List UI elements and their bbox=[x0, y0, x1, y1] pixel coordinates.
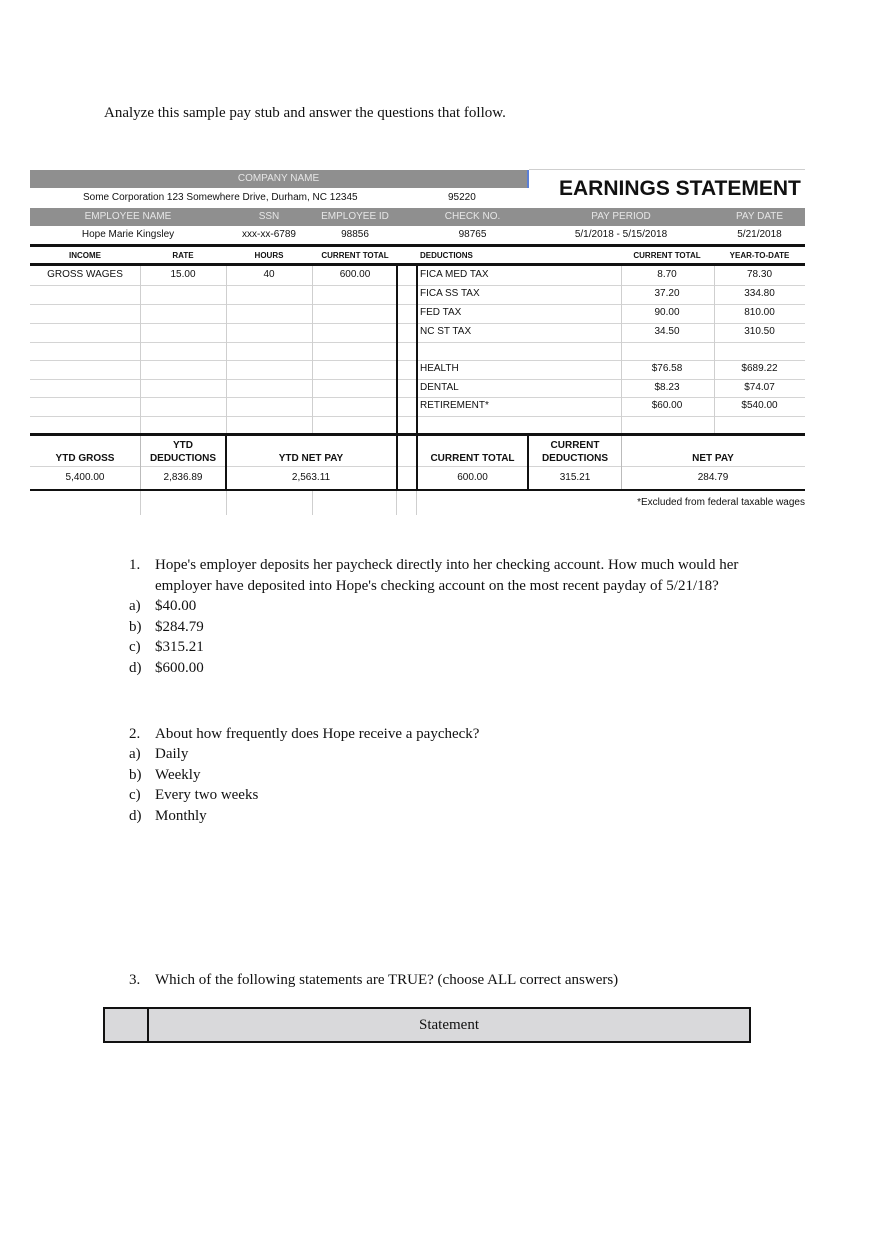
divider bbox=[416, 491, 417, 515]
deduction-ytd: 78.30 bbox=[746, 269, 773, 280]
ytd-net-pay-value: 2,563.11 bbox=[291, 472, 331, 483]
divider bbox=[529, 169, 805, 170]
ytd-gross-value: 5,400.00 bbox=[65, 472, 105, 483]
deduction-name: FED TAX bbox=[420, 307, 462, 318]
deduction-ytd: $540.00 bbox=[741, 400, 778, 411]
income-current-total-header: CURRENT TOTAL bbox=[321, 251, 389, 260]
year-to-date-header: YEAR-TO-DATE bbox=[729, 251, 790, 260]
deduction-current: 37.20 bbox=[654, 288, 680, 299]
employee-header-check: CHECK NO. bbox=[444, 211, 501, 222]
selection-edge bbox=[527, 170, 529, 188]
gross-wages-label: GROSS WAGES bbox=[47, 269, 123, 280]
pay-stub bbox=[30, 168, 805, 518]
divider bbox=[226, 491, 227, 515]
pay-date: 5/21/2018 bbox=[737, 229, 782, 240]
company-code: 95220 bbox=[448, 192, 476, 203]
ytd-net-pay-header: YTD NET PAY bbox=[278, 453, 344, 464]
deduction-name: FICA SS TAX bbox=[420, 288, 480, 299]
deduction-name: DENTAL bbox=[420, 382, 459, 393]
answer-option[interactable]: a) Daily bbox=[129, 746, 189, 762]
question-number: 3. bbox=[129, 972, 141, 988]
rate-value: 15.00 bbox=[170, 269, 196, 280]
statement-table bbox=[103, 1007, 751, 1043]
divider bbox=[396, 491, 397, 515]
deductions-header: DEDUCTIONS bbox=[420, 251, 473, 260]
intro-text: Analyze this sample pay stub and answer the questions that follow. bbox=[104, 105, 506, 121]
company-name-header: COMPANY NAME bbox=[30, 170, 527, 188]
deduction-name: RETIREMENT* bbox=[420, 400, 489, 411]
answer-option[interactable]: b) $284.79 bbox=[129, 618, 204, 635]
company-address: Some Corporation 123 Somewhere Drive, Durham, NC 12345 bbox=[83, 192, 358, 203]
current-total-header: CURRENT TOTAL bbox=[430, 453, 515, 464]
net-pay-header: NET PAY bbox=[692, 453, 734, 464]
question-text-line: employer have deposited into Hope's checking account on the most recent payday of 5/21/18? bbox=[155, 577, 719, 594]
net-pay-value: 284.79 bbox=[697, 472, 729, 483]
employee-header-paydate: PAY DATE bbox=[735, 211, 784, 222]
answer-option[interactable]: b) Weekly bbox=[129, 766, 201, 783]
question-2-options bbox=[129, 744, 258, 826]
answer-option[interactable]: d) $600.00 bbox=[129, 659, 204, 676]
deduction-ytd: 810.00 bbox=[744, 307, 775, 318]
divider bbox=[30, 244, 805, 247]
divider bbox=[312, 491, 313, 515]
answer-option[interactable]: a) $40.00 bbox=[129, 598, 197, 614]
deduction-ytd: $689.22 bbox=[741, 363, 778, 374]
rate-header: RATE bbox=[172, 251, 194, 260]
current-total-value: 600.00 bbox=[457, 472, 488, 483]
ytd-deductions-value: 2,836.89 bbox=[163, 472, 203, 483]
question-1-options bbox=[129, 596, 204, 678]
deduction-ytd: $74.07 bbox=[744, 382, 775, 393]
divider bbox=[30, 489, 805, 491]
employee-header-ssn: SSN bbox=[258, 211, 280, 222]
answer-option[interactable]: c) $315.21 bbox=[129, 639, 204, 655]
divider bbox=[226, 266, 227, 433]
deduction-current: 90.00 bbox=[654, 307, 680, 318]
deduction-current: 8.70 bbox=[657, 269, 677, 280]
footnote: *Excluded from federal taxable wages bbox=[637, 497, 805, 508]
deduction-current: $76.58 bbox=[651, 363, 683, 374]
employee-name: Hope Marie Kingsley bbox=[81, 229, 175, 240]
deduction-current: $8.23 bbox=[654, 382, 680, 393]
income-header: INCOME bbox=[69, 251, 101, 260]
ytd-gross-header: YTD GROSS bbox=[55, 453, 115, 464]
employee-header-id: EMPLOYEE ID bbox=[321, 211, 389, 222]
deduction-current: $60.00 bbox=[651, 400, 683, 411]
employee-header-period: PAY PERIOD bbox=[591, 211, 651, 222]
deduction-name: NC ST TAX bbox=[420, 326, 472, 337]
deduction-name: HEALTH bbox=[420, 363, 459, 374]
divider bbox=[140, 266, 141, 433]
divider bbox=[396, 436, 398, 489]
question-number: 2. bbox=[129, 726, 141, 742]
pay-period: 5/1/2018 - 5/15/2018 bbox=[574, 229, 668, 240]
ytd-deductions-header: YTD DEDUCTIONS bbox=[149, 440, 217, 464]
divider bbox=[312, 266, 313, 433]
deduction-name: FICA MED TAX bbox=[420, 269, 489, 280]
employee-header-name: EMPLOYEE NAME bbox=[84, 211, 172, 222]
statement-title: EARNINGS STATEMENT bbox=[559, 177, 801, 200]
divider bbox=[396, 266, 398, 433]
question-text-line: About how frequently does Hope receive a paycheck? bbox=[155, 726, 480, 742]
check-number: 98765 bbox=[458, 229, 487, 240]
hours-value: 40 bbox=[263, 269, 275, 280]
statement-header: Statement bbox=[419, 1017, 479, 1033]
deduction-current: 34.50 bbox=[654, 326, 680, 337]
current-deductions-value: 315.21 bbox=[559, 472, 591, 483]
question-text-line: Which of the following statements are TRUE? (choose ALL correct answers) bbox=[155, 972, 619, 988]
answer-option[interactable]: d) Monthly bbox=[129, 807, 207, 824]
deduction-ytd: 334.80 bbox=[744, 288, 775, 299]
deduction-ytd: 310.50 bbox=[744, 326, 775, 337]
income-current-total: 600.00 bbox=[339, 269, 371, 280]
question-number: 1. bbox=[129, 557, 141, 573]
deductions-current-total-header: CURRENT TOTAL bbox=[633, 251, 701, 260]
answer-option[interactable]: c) Every two weeks bbox=[129, 787, 259, 803]
employee-id: 98856 bbox=[341, 229, 369, 240]
employee-ssn: xxx-xx-6789 bbox=[242, 229, 296, 240]
question-text-line: Hope's employer deposits her paycheck directly into her checking account. How much would her bbox=[155, 557, 739, 573]
divider bbox=[140, 491, 141, 515]
hours-header: HOURS bbox=[254, 251, 284, 260]
current-deductions-header: CURRENT DEDUCTIONS bbox=[541, 440, 609, 464]
divider bbox=[416, 266, 418, 433]
